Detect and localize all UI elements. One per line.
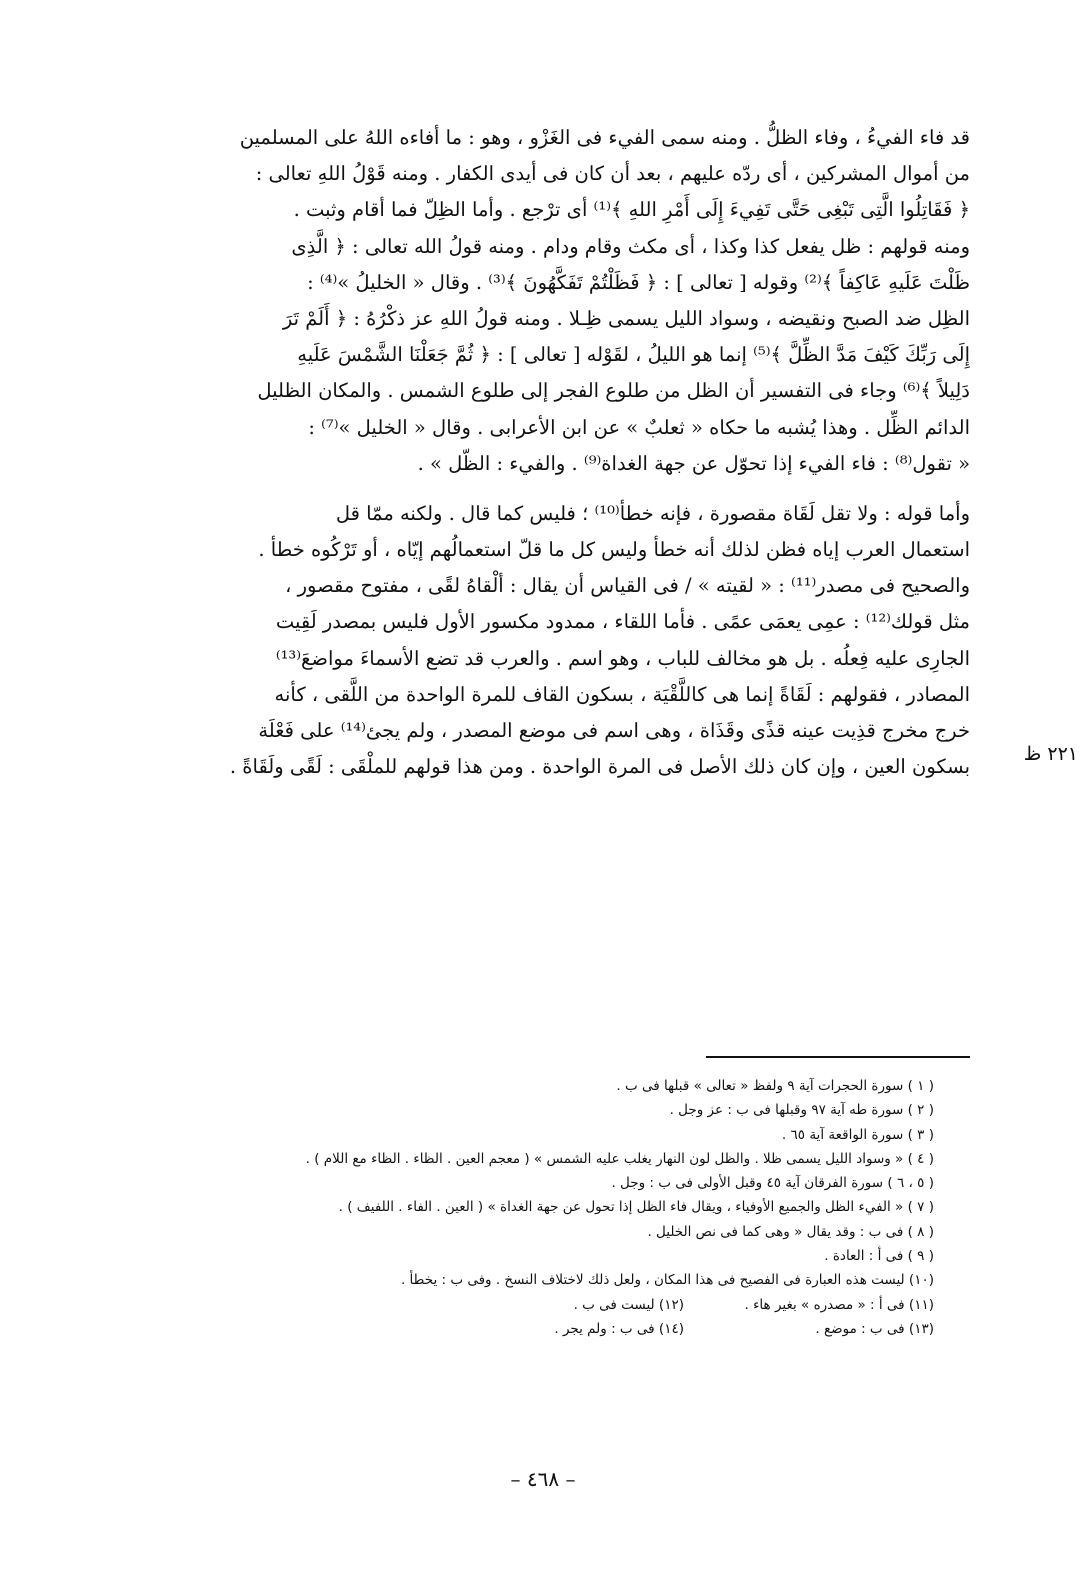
text-line: استعمال العرب إياه فظن لذلك أنه خطأ وليس كل ما قلّ استعمالُهم إيّاه ، أو تَرْكُوه خطأ . [258, 538, 970, 562]
main-text [128, 120, 970, 785]
text-line: المصادر ، فقولهم : لَقَاةً إنما هى كاللَّقْيَة ، بسكون القاف للمرة الواحدة من اللَّقى ، كأنه [274, 682, 970, 706]
footnote: (١١) فى أ : « مصدره » بغير هاء . [744, 1296, 934, 1313]
footnote: ( ١ ) سورة الحجرات آية ٩ ولفظ « تعالى » قبلها فى ب . [616, 1078, 934, 1094]
text-line: « تقول⁽⁸⁾ : فاء الفيء إذا تحوّل عن جهة الغداة⁽⁹⁾ . والفيء : الظّل » . [417, 451, 970, 475]
text-line: الدائم الظِّل . وهذا يُشبه ما حكاه « ثعلبٌ » عن ابن الأعرابى . وقال « الخليل »⁽⁷⁾ : [308, 415, 970, 439]
text-line: من أموال المشركين ، أى ردّه عليهم ، بعد أن كان فى أيدى الكفار . ومنه قَوْلُ اللهِ تعالى : [255, 162, 970, 186]
footnote: ( ٢ ) سورة طه آية ٩٧ وقبلها فى ب : عز وجل . [669, 1102, 934, 1119]
footnote: ( ٧ ) « الفيء الظل والجميع الأوفياء ، ويقال فاء الظل إذا تحول عن جهة الغداة » ( العين . الفاء . اللفيف ) . [338, 1199, 934, 1216]
text-line: قد فاء الفيءُ ، وفاء الظلُّ . ومنه سمى الفيء فى الغَزْو ، وهو : ما أفاءه اللهُ على المسلمين [239, 126, 970, 149]
footnotes [128, 1074, 934, 1341]
footnote-divider [706, 1056, 970, 1058]
footnote-pair [128, 1293, 934, 1317]
footnote: (١٣) فى ب : موضع . [815, 1320, 934, 1337]
text-line: مثل قولك⁽¹²⁾ : عمِى يعمَى عمًى . فأما اللقاء ، ممدود مكسور الأول فليس بمصدر لَقِيت [275, 610, 970, 634]
text-line: الظِل ضد الصبح ونقيضه ، وسواد الليل يسمى ظِـلا . ومنه قولُ اللهِ عز ذكْرُهُ : ﴿ أَلَمْ تَرَ [282, 306, 970, 330]
manuscript-folio-marker: ٢٢١ ظ [1023, 743, 1078, 765]
paragraph-gap [128, 482, 970, 496]
text-line: الجارِى عليه فِعلُه . بل هو مخالف للباب ، وهو اسم . والعرب قد تضع الأسماءَ مواضعَ⁽¹³⁾ [275, 646, 970, 670]
footnote: (١٤) فى ب : ولم يجر . [554, 1320, 684, 1337]
text-line: ﴿ فَقَاتِلُوا الَّتِى تَبْغِى حَتَّى تَفِيءَ إِلَى أَمْرِ اللهِ ﴾⁽¹⁾ أى ترْجع . وأما الظِلّ فما أقام وثبت . [293, 198, 970, 222]
footnote: ( ٥ ، ٦ ) سورة الفرقان آية ٤٥ وقبل الأولى فى ب : وجل . [611, 1175, 934, 1192]
footnote: ( ٩ ) فى أ : العادة . [824, 1248, 934, 1265]
page-number: – ٤٦٨ – [510, 1467, 576, 1491]
text-line: ومنه قولهم : ظل يفعل كذا وكذا ، أى مكث وقام ودام . ومنه قولُ الله تعالى : ﴿ الَّذِى [291, 234, 970, 258]
footnote: (١٠) ليست هذه العبارة فى الفصيح فى هذا المكان ، ولعل ذلك لاختلاف النسخ . وفى ب : يخطأ . [400, 1272, 934, 1289]
footnote: ( ٤ ) « وسواد الليل يسمى ظلا . والظل لون النهار يغلب عليه الشمس » ( معجم العين . الظاء . الظاء مع اللام ) . [305, 1150, 934, 1167]
text-line: إِلَى رَبِّكَ كَيْفَ مَدَّ الظِّلَّ ﴾⁽⁵⁾ إنما هو الليلُ ، لقَوْله [ تعالى ] : ﴿ ثُمَّ جَعَلْنَا الشَّمْسَ عَلَيهِ [297, 343, 970, 367]
text-line: والصحيح فى مصدر⁽¹¹⁾ : « لقيته » / فى القياس أن يقال : ألْقاهُ لقًى ، مفتوح مقصور ، [285, 574, 970, 598]
footnote: (١٢) ليست فى ب . [573, 1296, 684, 1313]
footnote: ( ٨ ) فى ب : وقد يقال « وهى كما فى نص الخليل . [647, 1223, 934, 1240]
text-line: دَلِيلاً ﴾⁽⁶⁾ وجاء فى التفسير أن الظل من طلوع الفجر إلى طلوع الشمس . والمكان الظليل [257, 379, 970, 403]
text-line: ظَلْتَ عَلَيهِ عَاكِفاً ﴾⁽²⁾ وقوله [ تعالى ] : ﴿ فَظَلْتُمْ تَفَكَّهُونَ ﴾⁽³⁾ . وقال « الخليلُ »⁽⁴⁾ : [307, 270, 970, 294]
footnote: ( ٣ ) سورة الواقعة آية ٦٥ . [781, 1126, 934, 1143]
text-line: خرج مخرج قذِيت عينه قذًى وقَذَاة ، وهى اسم فى موضع المصدر ، ولم يجئ⁽¹⁴⁾ على فَعْلَة [258, 719, 970, 742]
text-line: وأما قوله : ولا تقل لَقَاة مقصورة ، فإنه خطأ⁽¹⁰⁾ ؛ فليس كما قال . ولكنه ممّا قل [335, 501, 970, 525]
text-line: بسكون العين ، وإن كان ذلك الأصل فى المرة الواحدة . ومن هذا قولهم للملْقَى : لَقًى ولَقَاةً . [229, 755, 970, 779]
footnote-pair [128, 1317, 934, 1341]
